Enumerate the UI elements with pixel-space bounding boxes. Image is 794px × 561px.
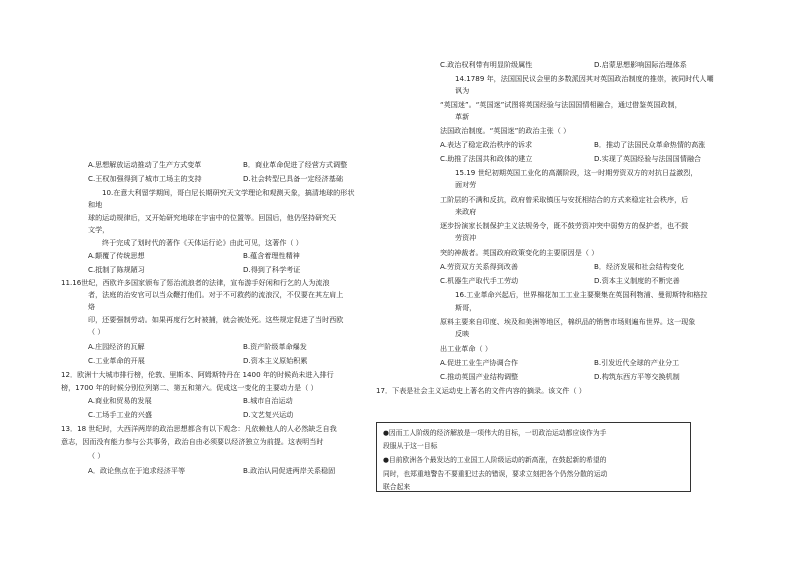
right-line-21: D.资本主义制度的不断完善: [594, 276, 680, 285]
left-line-4: 10.在意大利留学期间，哥白尼长期研究天文学理论和观测天象，搞清地球的形状: [102, 188, 355, 197]
left-line-3: D.社会转型已具备一定经济基础: [243, 174, 343, 183]
right-line-7: A.表达了稳定政治秩序的诉求: [440, 140, 533, 149]
right-line-14: 来政府: [455, 207, 477, 216]
left-line-30: （ ）: [88, 451, 105, 460]
left-line-2: C.王权加强得到了城市工场主的支持: [88, 174, 202, 183]
right-line-15: 逐步扮演家长制保护主义法规务令，既不鼓劳资冲突中弱势方的保护者，也不鼓: [440, 221, 689, 230]
right-line-26: 出工业革命（ ）: [440, 344, 492, 353]
left-line-16: 印，还要强制劳动。如果再度行乞时被捕，就会被处死。这些规定促进了当时西欧: [88, 315, 344, 324]
right-line-28: B.引发近代全球的产业分工: [594, 358, 680, 367]
right-line-2: 14.1789 年，法国国民议会里的多数派因其对英国政治制度的推崇，被同时代人嘲: [455, 74, 714, 83]
right-line-29: C.推动英国产业结构调整: [440, 372, 519, 381]
right-line-8: B．推动了法国民众革命热情的高涨: [594, 140, 706, 149]
left-line-28: 13．18 世纪时，大西洋两岸的政治思想都含有以下观念：凡依赖他人的人必然缺乏自我: [61, 424, 337, 433]
right-line-16: 劳资冲: [455, 233, 477, 242]
left-line-26: C.工场手工业的兴盛: [88, 410, 152, 419]
right-line-20: C.机器生产取代手工劳动: [440, 276, 519, 285]
left-line-8: 终于完成了划时代的著作《天体运行论》由此可见，这著作（ ）: [102, 238, 303, 247]
right-line-30: D.构筑东西方平等交换机制: [594, 372, 680, 381]
left-line-22: 12．欧洲十大城市排行榜，伦敦、里斯本、阿姆斯特丹在 1400 年的时候尚未进入排行: [61, 370, 334, 379]
right-line-0: C.政治权利带有明显阶级属性: [440, 60, 533, 69]
right-line-24: 原料主要来自印度、埃及和美洲等地区，棉织品的销售市场则遍布世界。这一现象: [440, 317, 696, 326]
left-line-14: 者，法庭的治安官可以当众鞭打他们。对于不可救药的流浪汉，不仅要在其左肩上: [88, 290, 344, 299]
right-line-31: 17．下表是社会主义运动史上著名的文件内容的摘录。该文件（ ）: [376, 386, 586, 395]
right-line-1: D.启蒙思想影响国际治理体系: [594, 60, 687, 69]
right-line-25: 反映: [455, 329, 470, 338]
right-line-10: D.实现了英国经验与法国国情融合: [594, 154, 702, 163]
left-line-5: 和地: [88, 200, 103, 209]
left-line-0: A.思想解放运动推动了生产方式变革: [88, 160, 202, 169]
right-line-22: 16.工业革命兴起后，世界棉花加工工业主要聚集在英国利物浦、曼彻斯特和格拉: [455, 290, 708, 299]
right-line-13: 工阶层的不满和反抗，政府曾采取镇压与安抚相结合的方式来稳定社会秩序，后: [440, 195, 689, 204]
left-line-21: D.资本主义原始积累: [243, 356, 308, 365]
left-line-11: C.抵制了陈规陋习: [88, 265, 145, 274]
excerpt-line-2: ●目前欧洲各个最发达的工业国工人阶级运动的新高涨，在鼓起新的希望的: [383, 456, 607, 464]
excerpt-line-0: ●因而工人阶级的经济解放是一项伟大的目标，一切政治运动都应该作为手: [383, 429, 607, 437]
left-line-1: B．商业革命促进了经营方式调整: [243, 160, 348, 169]
right-line-17: 突的神裁者。英国政府政策变化的主要原因是（ ）: [440, 248, 599, 257]
right-line-3: 讽为: [455, 86, 470, 95]
right-line-19: B．经济发展和社会结构变化: [594, 262, 684, 271]
left-line-32: B.政治认同促进两岸关系稳固: [243, 466, 336, 475]
right-line-18: A.劳资双方关系得到改善: [440, 262, 518, 271]
left-line-19: B.资产阶级革命爆发: [243, 342, 307, 351]
right-line-4: “英国迷”。“英国迷”试图将英国经验与法国国情相融合，通过借鉴英国政制，: [440, 100, 682, 109]
right-line-6: 法国政治制度。“英国迷”的政治主张（ ）: [440, 126, 571, 135]
right-line-27: A.促进工业生产协调合作: [440, 358, 518, 367]
right-line-5: 革新: [455, 112, 470, 121]
excerpt-line-1: 段服从于这一目标: [383, 442, 438, 450]
excerpt-line-4: 联合起来: [383, 483, 411, 491]
right-line-9: C.助推了法国共和政体的建立: [440, 154, 533, 163]
left-line-25: B.城市自治运动: [243, 396, 293, 405]
left-line-23: 榜，1700 年的时候分别位列第二、第五和第六。促成这一变化的主要动力是（ ）: [61, 383, 318, 392]
left-line-18: A.庄园经济的瓦解: [88, 342, 145, 351]
left-line-10: B.蕴含着理性精神: [243, 251, 300, 260]
left-line-6: 球的运动规律后，又开始研究地球在宇宙中的位置等。回国后，他仍坚持研究天: [88, 213, 337, 222]
right-line-23: 斯哥，: [455, 303, 477, 312]
left-line-20: C.工业革命的开展: [88, 356, 145, 365]
left-line-29: 意志，因而没有能力参与公共事务，政治自由必须要以经济独立为前提。这表明当时: [61, 437, 324, 446]
left-line-13: 11.16世纪，西欧许多国家颁布了惩治流浪者的法律，宣布游手好闲和行乞的人为流浪: [61, 278, 330, 287]
excerpt-line-3: 同时，也郑重地警告不要重犯过去的错误，要求立刻把各个仍然分散的运动: [383, 470, 608, 478]
right-line-12: 面对劳: [455, 180, 477, 189]
left-line-15: 烙: [88, 302, 96, 311]
left-line-7: 文学，: [88, 225, 110, 234]
left-line-27: D.文艺复兴运动: [243, 410, 294, 419]
left-line-12: D.得到了科学考证: [243, 265, 301, 274]
left-line-31: A．政论焦点在于追求经济平等: [88, 466, 186, 475]
left-line-9: A.颠覆了传统思想: [88, 251, 145, 260]
left-line-17: （ ）: [88, 327, 105, 336]
right-line-11: 15.19 世纪初期英国工业化的高潮阶段，这一时期劳资双方的对抗日益激烈，: [455, 168, 698, 177]
left-line-24: A.商业和贸易的发展: [88, 396, 152, 405]
document-excerpt-box: [376, 422, 691, 492]
